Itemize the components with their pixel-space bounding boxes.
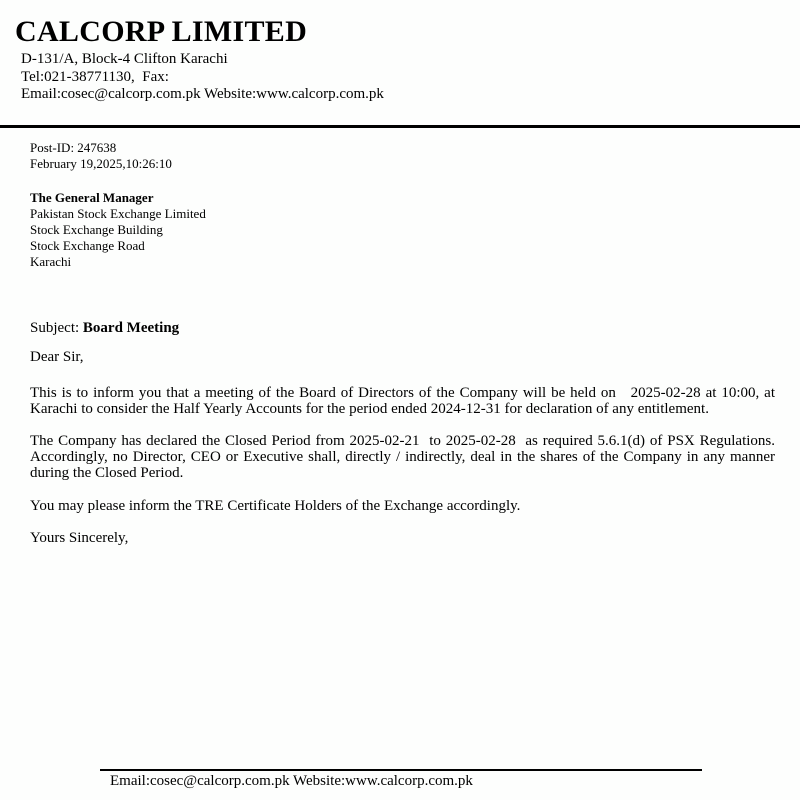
recipient-title: The General Manager [30, 189, 154, 205]
subject-value: Board Meeting [82, 319, 180, 336]
recipient-line: Stock Exchange Road [30, 237, 145, 253]
header-divider [0, 125, 800, 128]
post-meta-block [30, 140, 800, 172]
letter-datetime: February 19,2025,10:26:10 [30, 155, 172, 171]
footer-contact-line: Email:cosec@calcorp.com.pk Website:www.calcorp.com.pk [110, 773, 473, 789]
recipient-line: Karachi [30, 253, 72, 269]
recipient-line: Stock Exchange Building [30, 221, 163, 237]
body-paragraph: The Company has declared the Closed Period from 2025-02-21 to 2025-02-28 as required 5.6.1(d) of PSX Regulations. Accordingly, no Director, CEO or Executive shall, directly / indirectly, deal in the shares of the Company in any manner during the Closed Period. [30, 432, 779, 481]
recipient-line: Pakistan Stock Exchange Limited [30, 205, 206, 221]
company-contact-block [21, 51, 800, 104]
body-paragraph: You may please inform the TRE Certificate Holders of the Exchange accordingly. [30, 497, 521, 514]
subject-label: Subject: [30, 319, 83, 336]
letterhead [0, 0, 800, 104]
company-email-website-line: Email:cosec@calcorp.com.pk Website:www.calcorp.com.pk [21, 86, 384, 102]
salutation: Dear Sir, [30, 348, 84, 365]
closing: Yours Sincerely, [30, 529, 129, 546]
company-tel-fax-line: Tel:021-38771130, Fax: [21, 68, 169, 85]
body-paragraph: This is to inform you that a meeting of the Board of Directors of the Company will be held on 2025-02-28 at 10:00, at Karachi to consider the Half Yearly Accounts for the period ended 2024-12-31 for declaration of any entitlement. [30, 384, 779, 417]
post-id: Post-ID: 247638 [30, 139, 117, 155]
recipient-block [30, 190, 800, 270]
subject-line [30, 320, 775, 336]
footer-divider [100, 769, 702, 771]
company-address-line: D-131/A, Block-4 Clifton Karachi [21, 51, 228, 67]
company-name: CALCORP LIMITED [15, 15, 308, 48]
